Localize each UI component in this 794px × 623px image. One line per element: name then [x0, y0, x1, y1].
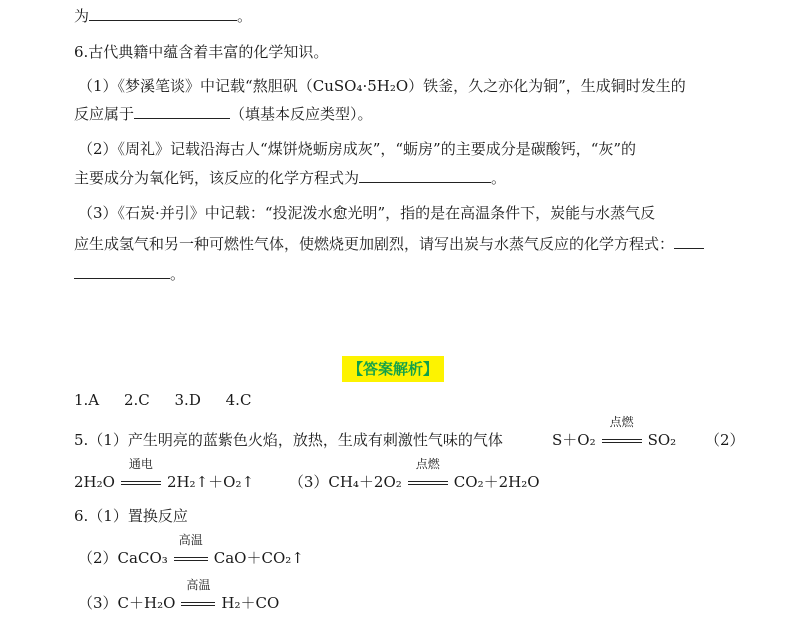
q6-p1-line2-hint: （填基本反应类型）。: [230, 105, 373, 123]
eq-right: CO₂＋2H₂O: [453, 473, 540, 491]
reaction-condition: 点燃: [408, 472, 448, 492]
q6-p3-line2: [74, 234, 704, 254]
mc-answer: 4.C: [225, 391, 252, 409]
eq-right: SO₂: [647, 431, 677, 449]
reaction-condition: 高温: [181, 593, 215, 613]
eq-left: （2）CaCO₃: [78, 549, 168, 567]
reaction-condition: 通电: [121, 472, 161, 492]
answer-blank: [134, 104, 230, 119]
q6-p3-line3-end: 。: [170, 265, 186, 283]
q6-p2-line2-end: 。: [491, 169, 507, 187]
q6-p3-line2-text: 应生成氢气和另一种可燃性气体，使燃烧更加剧烈，请写出炭与水蒸气反应的化学方程式：: [74, 235, 675, 253]
a5-p2-label: （2）: [704, 431, 745, 449]
q6-p2-line1: （2）《周礼》记载沿海古人“煤饼烧蛎房成灰”，“蛎房”的主要成分是碳酸钙，“灰”的: [78, 140, 637, 158]
mc-answers: [74, 390, 251, 410]
mc-answer: 2.C: [123, 391, 150, 409]
q6-p1-line1: （1）《梦溪笔谈》中记载“熬胆矾（CuSO₄·5H₂O）铁釜，久之亦化为铜”，生成铜时发生的: [78, 77, 686, 95]
a5-p1: 5.（1）产生明亮的蓝紫色火焰，放热，生成有刺激性气味的气体: [74, 431, 503, 449]
eq-left: S＋O₂: [552, 431, 596, 449]
eq-right: 2H₂↑＋O₂↑: [166, 473, 255, 491]
eq-right: CaO＋CO₂↑: [213, 549, 304, 567]
answer-blank: [74, 264, 170, 279]
q5-tail-line: [74, 6, 252, 26]
answer-blank: [674, 234, 704, 249]
a5-eq1: [552, 415, 745, 450]
q6-p1-line2-text: 反应属于: [74, 105, 135, 123]
q6-p1-line2: [74, 104, 373, 124]
a6-p2: [78, 533, 304, 568]
q5-tail-end: 。: [237, 7, 253, 25]
reaction-condition: 高温: [174, 548, 208, 568]
answer-blank: [89, 6, 237, 21]
answer-section-badge: 【答案解析】: [342, 356, 444, 382]
a6-p3: [78, 578, 280, 613]
eq-left: 2H₂O: [74, 473, 115, 491]
q6-title: 6.古代典籍中蕴含着丰富的化学知识。: [74, 43, 329, 61]
a6-p1: 6.（1）置换反应: [74, 507, 188, 525]
q5-tail-text: 为: [74, 7, 90, 25]
answer-badge-text: 答案解析: [362, 360, 423, 378]
eq-left: （3）CH₄＋2O₂: [288, 473, 402, 491]
reaction-condition: 点燃: [602, 430, 642, 450]
q6-p3-line1: （3）《石炭·并引》中记载：“投泥泼水愈光明”，指的是在高温条件下，炭能与水蒸气反: [78, 204, 656, 222]
q6-p2-line2: [74, 168, 506, 188]
a5-eq2-line: [74, 457, 540, 492]
q6-p3-line3: [74, 264, 185, 284]
mc-answer: 3.D: [174, 391, 201, 409]
eq-left: （3）C＋H₂O: [78, 594, 176, 612]
answer-blank: [359, 168, 491, 183]
eq-right: H₂＋CO: [221, 594, 280, 612]
mc-answer: 1.A: [74, 391, 100, 409]
q6-p2-line2-text: 主要成分为氧化钙，该反应的化学方程式为: [74, 169, 360, 187]
